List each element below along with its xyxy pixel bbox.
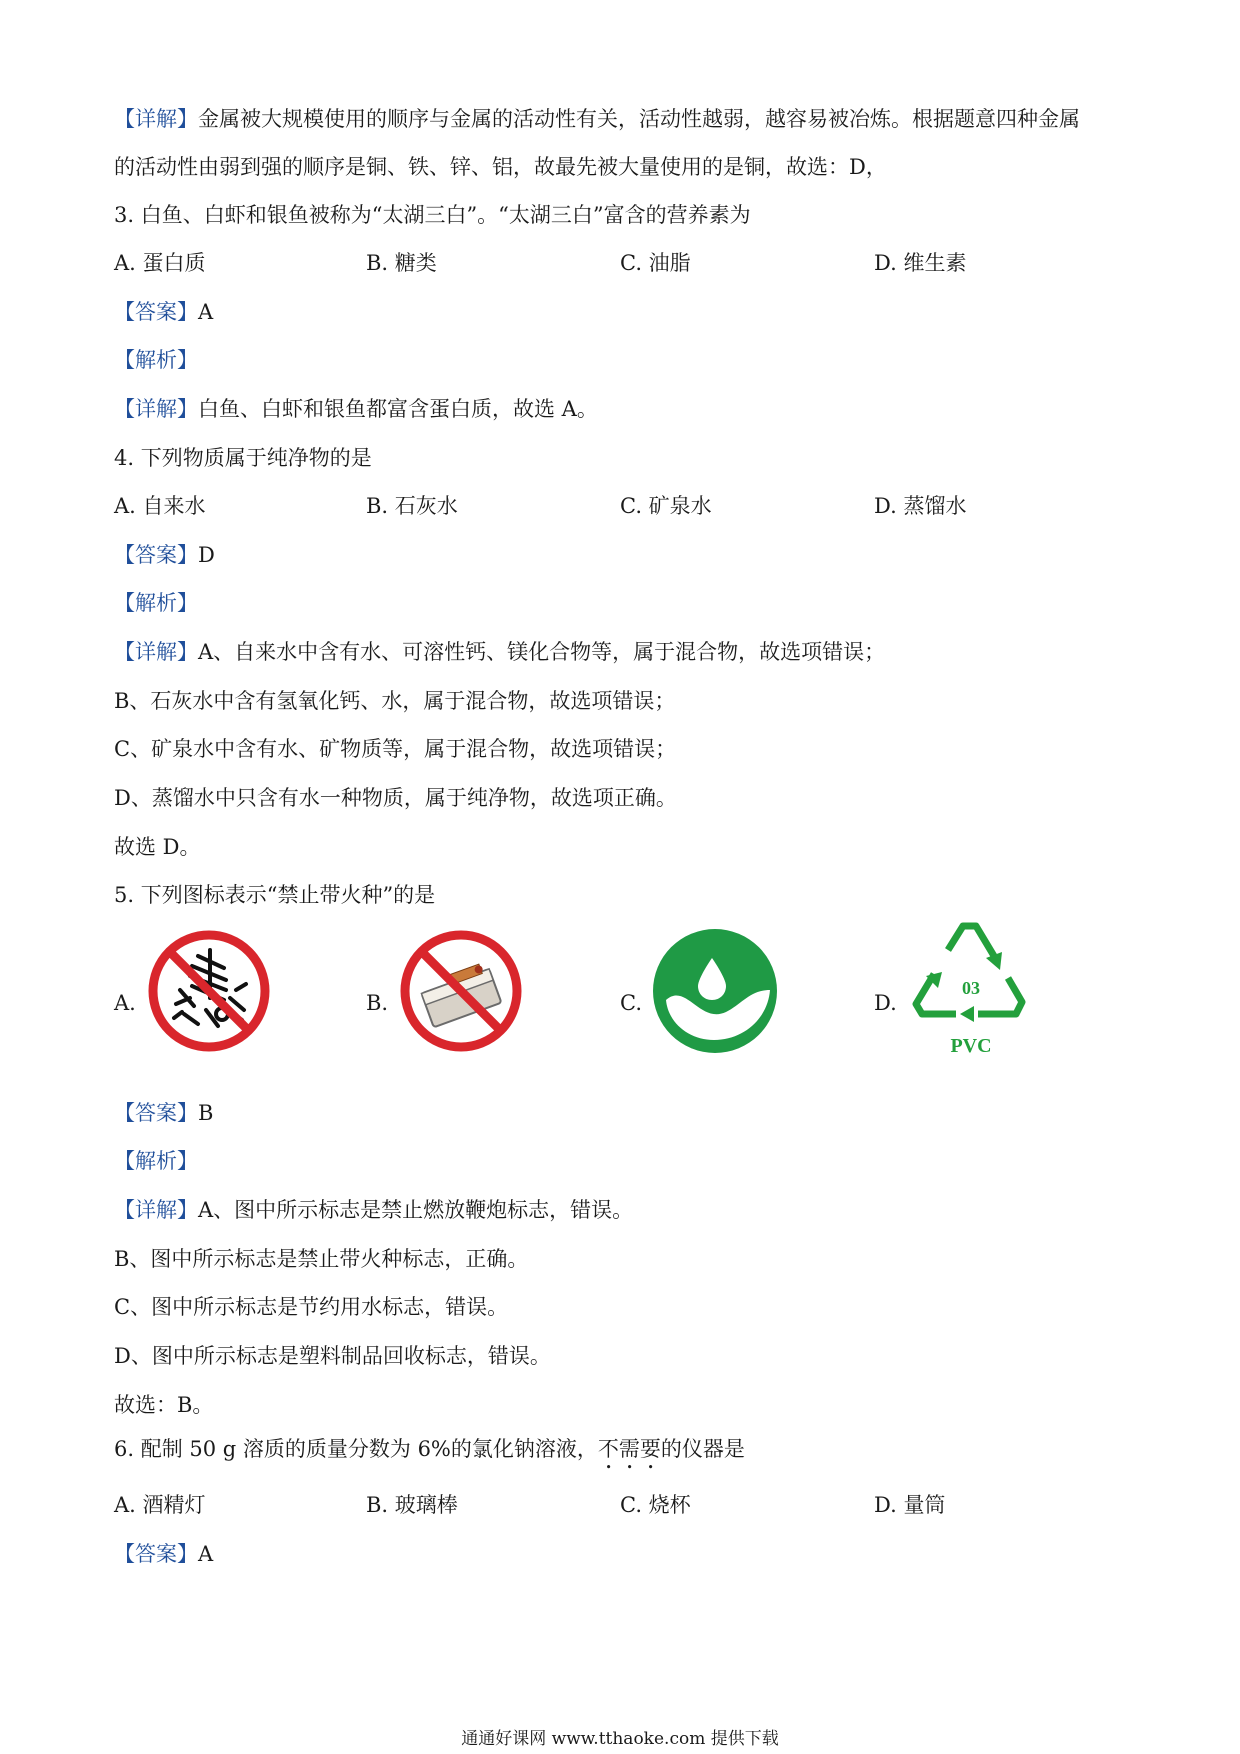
q4-option-b: B. 石灰水 — [366, 494, 458, 518]
q2-detail-line-2: 的活动性由弱到强的顺序是铜、铁、锌、铝，故最先被大量使用的是铜，故选：D， — [114, 155, 887, 179]
q3-answer: 【答案】A — [114, 300, 214, 324]
option-label: D. — [874, 991, 897, 1015]
q5-option-d — [874, 928, 1134, 1088]
q5-option-b — [366, 928, 606, 1088]
q3-detail: 【详解】白鱼、白虾和银鱼都富含蛋白质，故选 A。 — [114, 397, 598, 421]
recycle-code: 03 — [962, 978, 980, 998]
q3-stem: 3. 白鱼、白虾和银鱼被称为“太湖三白”。“太湖三白”富含的营养素为 — [114, 203, 751, 227]
q6-options — [114, 1490, 1134, 1520]
q4-detail-line: D、蒸馏水中只含有水一种物质，属于纯净物，故选项正确。 — [114, 786, 677, 810]
q5-answer: 【答案】B — [114, 1101, 214, 1125]
q5-detail-line: D、图中所示标志是塑料制品回收标志，错误。 — [114, 1344, 551, 1368]
q5-detail-line: 【详解】A、图中所示标志是禁止燃放鞭炮标志，错误。 — [114, 1198, 634, 1222]
q3-option-c: C. 油脂 — [620, 251, 691, 275]
q4-detail-line: 【详解】A、自来水中含有水、可溶性钙、镁化合物等，属于混合物，故选项错误； — [114, 640, 886, 664]
q3-options — [114, 248, 1134, 278]
option-label: A. — [114, 991, 136, 1015]
answer-tag: 【答案】 — [114, 1542, 198, 1566]
answer-tag: 【答案】 — [114, 300, 198, 324]
q4-analysis-tag: 【解析】 — [114, 591, 198, 615]
detail-tag: 【详解】 — [114, 1198, 198, 1222]
water-saving-sign-icon — [652, 928, 778, 1054]
option-label: C. — [620, 991, 642, 1015]
page-footer: 通通好课网 www.tthaoke.com 提供下载 — [461, 1729, 779, 1749]
q5-option-c — [620, 928, 860, 1088]
answer-tag: 【答案】 — [114, 1101, 198, 1125]
pvc-recycling-sign-icon — [908, 916, 1034, 1066]
q3-option-b: B. 糖类 — [366, 251, 437, 275]
q4-options — [114, 491, 1134, 521]
q6-answer: 【答案】A — [114, 1542, 214, 1566]
q5-analysis-tag: 【解析】 — [114, 1149, 198, 1173]
q4-option-d: D. 蒸馏水 — [874, 494, 967, 518]
recycle-material: PVC — [950, 1035, 992, 1057]
q4-option-c: C. 矿泉水 — [620, 494, 712, 518]
q4-option-a: A. 自来水 — [114, 494, 206, 518]
q3-option-d: D. 维生素 — [874, 251, 967, 275]
q6-option-d: D. 量筒 — [874, 1493, 946, 1517]
q5-option-a — [114, 928, 354, 1088]
option-label: B. — [366, 991, 389, 1015]
answer-tag: 【答案】 — [114, 543, 198, 567]
q5-detail-line: B、图中所示标志是禁止带火种标志，正确。 — [114, 1247, 529, 1271]
detail-tag: 【详解】 — [114, 640, 198, 664]
no-matches-sign-icon — [398, 928, 524, 1054]
q5-detail-line: 故选：B。 — [114, 1393, 214, 1417]
q5-icon-options — [114, 928, 1134, 1088]
q4-stem: 4. 下列物质属于纯净物的是 — [114, 446, 372, 470]
emphasis-text: 不需要 — [597, 1437, 661, 1461]
q6-stem: 6. 配制 50 g 溶质的质量分数为 6%的氯化钠溶液，不需要的仪器是 — [114, 1437, 745, 1461]
no-fireworks-sign-icon — [146, 928, 272, 1054]
q6-option-b: B. 玻璃棒 — [366, 1493, 458, 1517]
detail-tag: 【详解】 — [114, 397, 198, 421]
q4-detail-line: 故选 D。 — [114, 835, 201, 859]
q6-option-c: C. 烧杯 — [620, 1493, 691, 1517]
q4-detail-line: C、矿泉水中含有水、矿物质等，属于混合物，故选项错误； — [114, 737, 677, 761]
detail-tag: 【详解】 — [114, 107, 198, 131]
q5-stem: 5. 下列图标表示“禁止带火种”的是 — [114, 883, 436, 907]
q4-detail-line: B、石灰水中含有氢氧化钙、水，属于混合物，故选项错误； — [114, 689, 676, 713]
q6-option-a: A. 酒精灯 — [114, 1493, 206, 1517]
q2-detail-line-1: 【详解】金属被大规模使用的顺序与金属的活动性有关，活动性越弱，越容易被冶炼。根据题意四种金属 — [114, 107, 1080, 131]
q3-option-a: A. 蛋白质 — [114, 251, 206, 275]
q3-analysis-tag: 【解析】 — [114, 348, 198, 372]
q5-detail-line: C、图中所示标志是节约用水标志，错误。 — [114, 1295, 509, 1319]
q4-answer: 【答案】D — [114, 543, 215, 567]
